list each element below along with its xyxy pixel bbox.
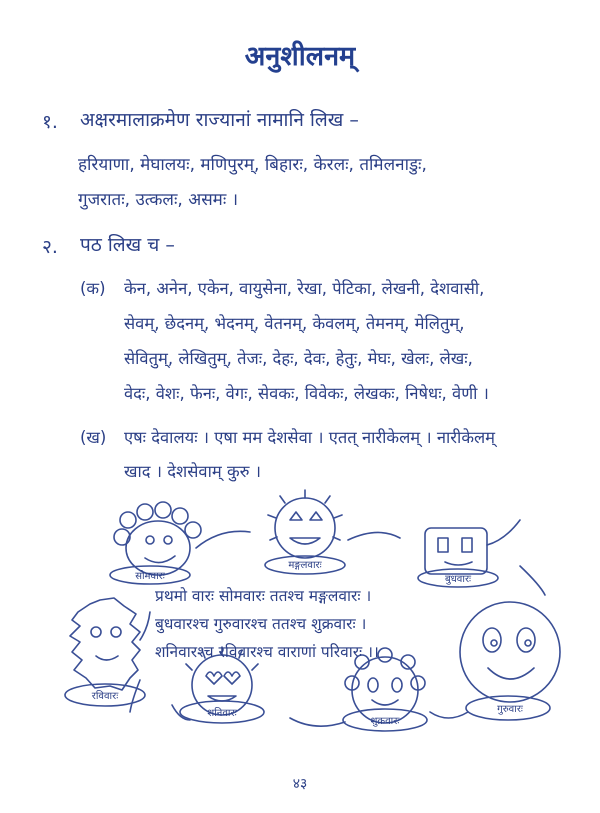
poem-line: प्रथमो वारः सोमवारः ततश्च मङ्गलवारः । xyxy=(155,587,372,605)
thursday-label: गुरुवारः xyxy=(497,704,523,715)
poem-line: शनिवारश्च रविवारश्च वाराणां परिवारः ।। xyxy=(155,643,379,661)
monday-face xyxy=(110,502,201,584)
wednesday-label: बुधवारः xyxy=(444,574,472,585)
part-kha-line: एषः देवालयः । एषा मम देशसेवा । एतत् नारीकेलम् । नारीकेलम् xyxy=(124,428,496,447)
exercise-2-question: पठ लिख च – xyxy=(80,234,175,256)
poem-line: बुधवारश्च गुरुवारश्च ततश्च शुक्रवारः । xyxy=(155,615,367,633)
exercise-2-number: २. xyxy=(42,236,58,258)
saturday-label: शनिवारः xyxy=(207,708,237,719)
sunday-label: रविवारः xyxy=(91,691,119,702)
wednesday-face xyxy=(418,520,520,587)
tuesday-label: मङ्गलवारः xyxy=(288,560,322,571)
part-ka-line: सेवम्, छेदनम्, भेदनम्, वेतनम्, केवलम्, तेमनम्, मेलितुम्, xyxy=(124,314,465,333)
friday-label: शुक्रवारः xyxy=(370,716,400,727)
exercise-1-number: १. xyxy=(42,111,58,133)
page-title: अनुशीलनम् xyxy=(244,41,356,72)
sunday-face xyxy=(65,598,150,706)
part-ka-line: सेवितुम्, लेखितुम्, तेजः, देहः, देवः, हेतुः, मेघः, खेलः, लेखः, xyxy=(124,349,473,368)
part-ka-line: वेदः, वेशः, फेनः, वेगः, सेवकः, विवेकः, लेखकः, निषेधः, वेणी । xyxy=(124,384,489,403)
part-ka-label: (क) xyxy=(80,279,106,298)
exercise-1-line: गुजरातः, उत्कलः, असमः । xyxy=(78,190,239,210)
page-number: ४३ xyxy=(292,776,308,792)
thursday-face xyxy=(460,602,560,720)
part-kha-label: (ख) xyxy=(80,428,107,447)
tuesday-face xyxy=(265,490,345,574)
exercise-1-question: अक्षरमालाक्रमेण राज्यानां नामानि लिख – xyxy=(80,109,359,131)
monday-label: सोमवारः xyxy=(135,571,165,582)
part-ka-line: केन, अनेन, एकेन, वायुसेना, रेखा, पेटिका, लेखनी, देशवासी, xyxy=(124,279,485,298)
exercise-1-line: हरियाणा, मेघालयः, मणिपुरम्, बिहारः, केरलः, तमिलनाडुः, xyxy=(78,155,427,175)
part-kha-line: खाद । देशसेवाम् कुरु । xyxy=(124,462,262,481)
